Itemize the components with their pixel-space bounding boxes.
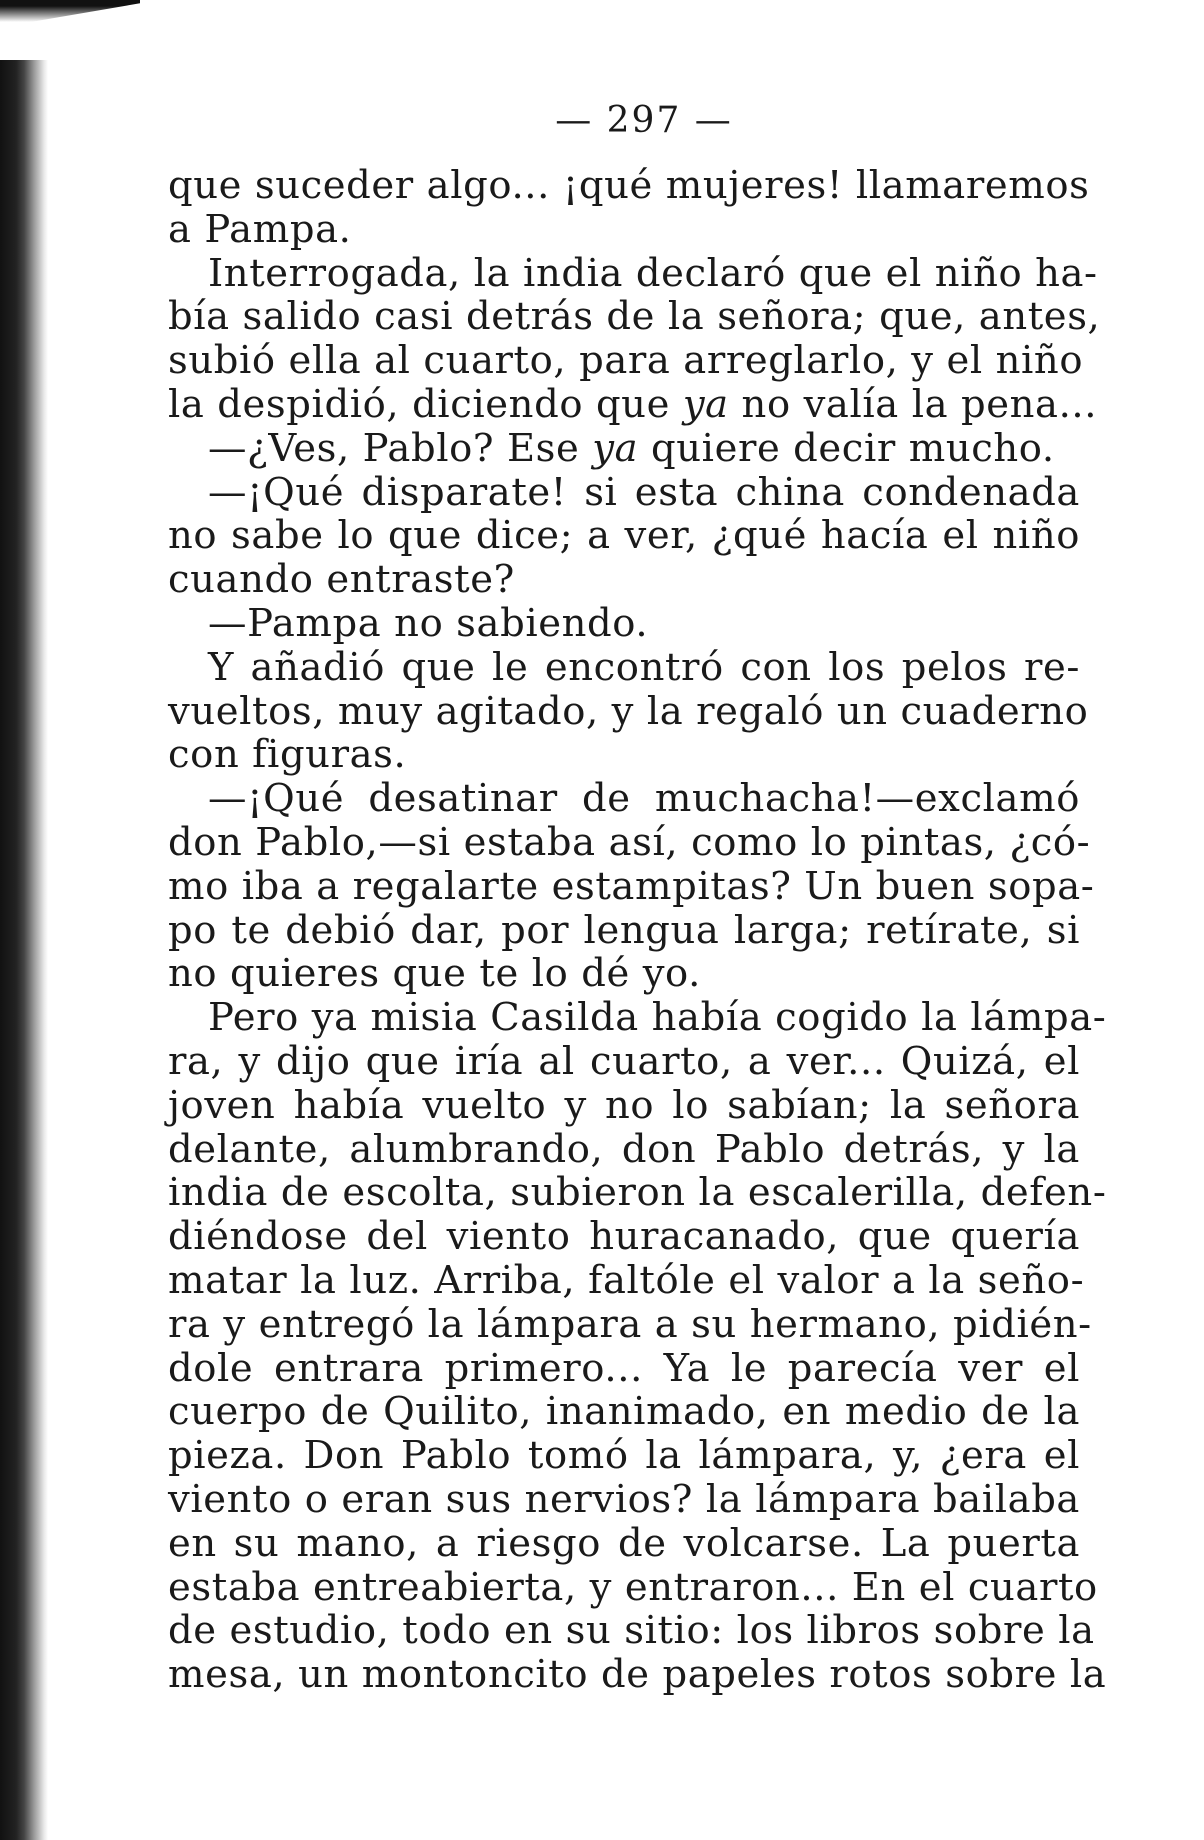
- text-line: cuando entraste?: [168, 557, 515, 603]
- scan-corner-mark: [0, 0, 140, 22]
- text-line: mesa, un montoncito de papeles rotos sobre la: [168, 1652, 1107, 1698]
- text-line: viento o eran sus nervios? la lámpara bailaba: [168, 1476, 1080, 1522]
- text-line: con figuras.: [168, 732, 407, 778]
- emphasis: ya: [592, 425, 639, 471]
- text-line: a Pampa.: [168, 206, 352, 252]
- text-line: —¡Qué disparate! si esta china condenada: [208, 469, 1080, 515]
- body-text: [168, 163, 1107, 1698]
- text-line: no sabe lo que dice; a ver, ¿qué hacía el niño: [168, 513, 1080, 559]
- page-number: — 297 —: [555, 100, 733, 141]
- text-line: —Pampa no sabiendo.: [208, 600, 649, 646]
- text-line: po te debió dar, por lengua larga; retírate, si: [168, 907, 1080, 953]
- text-line: de estudio, todo en su sitio: los libros sobre la: [168, 1608, 1095, 1654]
- text-line: no quieres que te lo dé yo.: [168, 951, 701, 997]
- text-line: —¿Ves, Pablo? Ese ya quiere decir mucho.: [208, 425, 1055, 471]
- text-line: bía salido casi detrás de la señora; que, antes,: [168, 294, 1101, 340]
- text-line: que suceder algo... ¡qué mujeres! llamaremos: [168, 163, 1090, 208]
- book-binding-edge: [0, 60, 48, 1840]
- emphasis: ya: [682, 381, 729, 427]
- text-line: Y añadió que le encontró con los pelos re-: [208, 644, 1080, 690]
- text-line: mo iba a regalarte estampitas? Un buen sopa-: [168, 863, 1095, 909]
- text-line: don Pablo,—si estaba así, como lo pintas, ¿có-: [168, 819, 1091, 865]
- text-line: —¡Qué desatinar de muchacha!—exclamó: [208, 776, 1080, 822]
- text-line: joven había vuelto y no lo sabían; la señora: [168, 1082, 1080, 1128]
- text-line: estaba entreabierta, y entraron... En el cuarto: [168, 1564, 1098, 1610]
- text-line: matar la luz. Arriba, faltóle el valor a la seño-: [168, 1257, 1085, 1303]
- text-line: delante, alumbrando, don Pablo detrás, y la: [168, 1126, 1080, 1172]
- text-line: la despidió, diciendo que ya no valía la pena...: [168, 381, 1098, 427]
- text-line: cuerpo de Quilito, inanimado, en medio de la: [168, 1389, 1080, 1435]
- text-line: diéndose del viento huracanado, que quería: [168, 1214, 1080, 1260]
- text-line: subió ella al cuarto, para arreglarlo, y el niño: [168, 338, 1084, 384]
- text-line: Interrogada, la india declaró que el niño ha-: [208, 250, 1098, 296]
- text-line: en su mano, a riesgo de volcarse. La puerta: [168, 1520, 1080, 1566]
- text-line: pieza. Don Pablo tomó la lámpara, y, ¿era el: [168, 1433, 1080, 1479]
- text-line: ra y entregó la lámpara a su hermano, pidién-: [168, 1301, 1092, 1347]
- text-line: Pero ya misia Casilda había cogido la lámpa-: [208, 995, 1107, 1041]
- text-line: dole entrara primero... Ya le parecía ver el: [168, 1345, 1080, 1391]
- text-line: vueltos, muy agitado, y la regaló un cuaderno: [168, 688, 1089, 734]
- text-line: india de escolta, subieron la escalerilla, defen-: [168, 1170, 1107, 1216]
- text-line: ra, y dijo que iría al cuarto, a ver... Quizá, el: [168, 1038, 1080, 1084]
